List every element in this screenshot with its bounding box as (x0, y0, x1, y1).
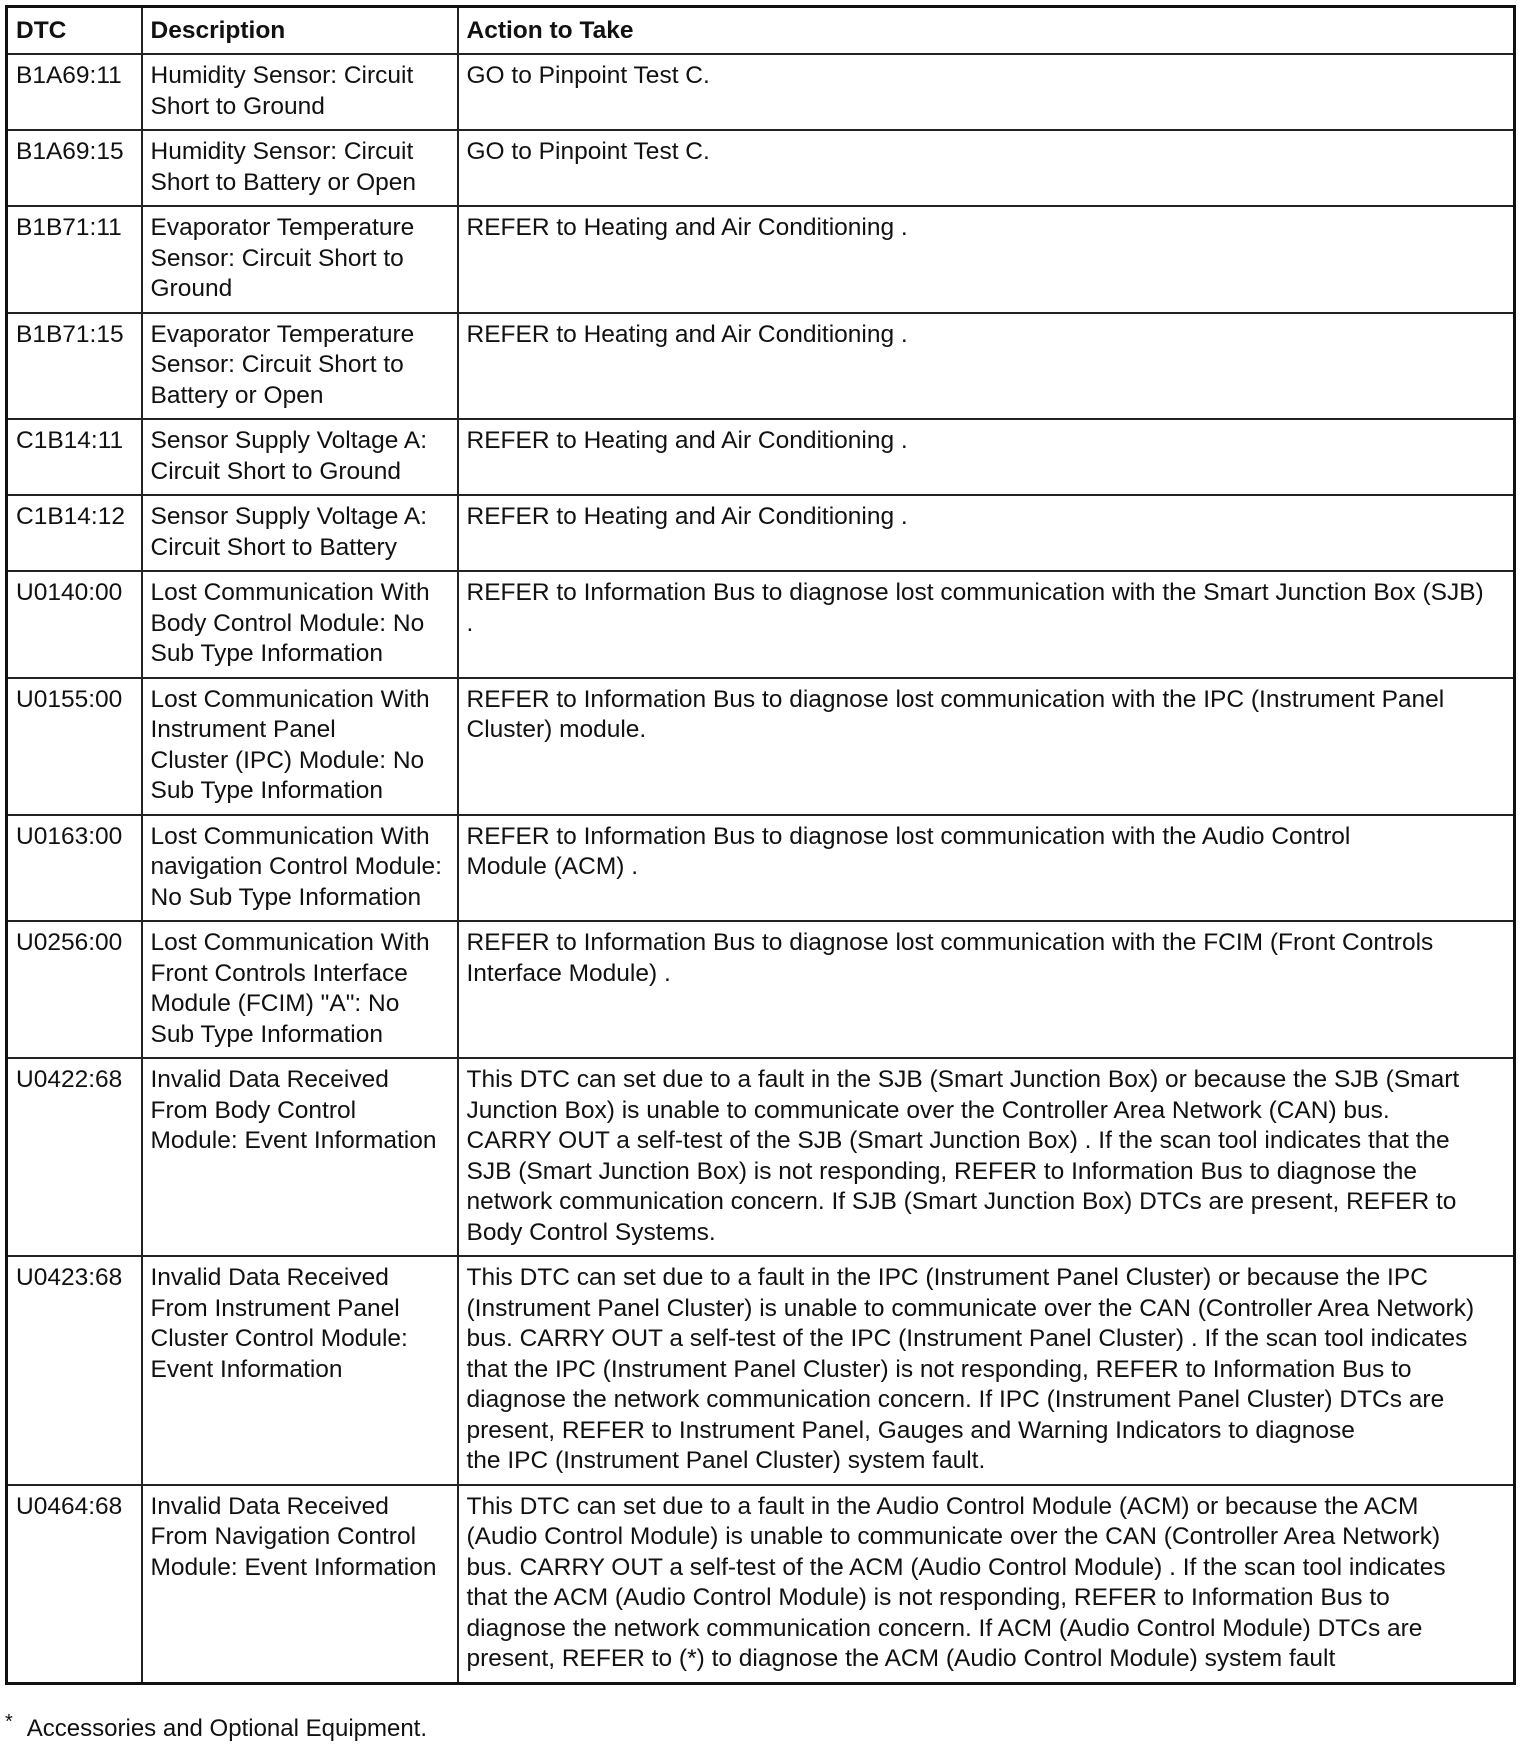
dtc-code-cell: B1B71:15 (7, 313, 142, 420)
header-row (7, 7, 1515, 55)
description-cell: Lost Communication With Body Control Module: No Sub Type Information (142, 571, 458, 678)
table-header (7, 7, 1515, 55)
dtc-code-cell: C1B14:11 (7, 419, 142, 495)
table-row (7, 815, 1515, 922)
description-cell: Sensor Supply Voltage A: Circuit Short to Ground (142, 419, 458, 495)
table-row (7, 313, 1515, 420)
action-cell: REFER to Heating and Air Conditioning . (458, 495, 1515, 571)
table-row (7, 1058, 1515, 1256)
table-row (7, 571, 1515, 678)
description-cell: Invalid Data Received From Instrument Panel Cluster Control Module: Event Information (142, 1256, 458, 1485)
dtc-table (5, 5, 1516, 1685)
description-cell: Evaporator Temperature Sensor: Circuit Short to Battery or Open (142, 313, 458, 420)
footnote-marker: * (5, 1711, 13, 1733)
header-dtc: DTC (7, 7, 142, 55)
dtc-code-cell: U0422:68 (7, 1058, 142, 1256)
dtc-code-cell: U0256:00 (7, 921, 142, 1058)
footnote-text: Accessories and Optional Equipment. (26, 1715, 428, 1742)
dtc-code-cell: U0140:00 (7, 571, 142, 678)
description-cell: Humidity Sensor: Circuit Short to Ground (142, 54, 458, 130)
dtc-code-cell: B1B71:11 (7, 206, 142, 313)
action-cell: REFER to Heating and Air Conditioning . (458, 313, 1515, 420)
description-cell: Invalid Data Received From Navigation Control Module: Event Information (142, 1485, 458, 1684)
action-cell: This DTC can set due to a fault in the Audio Control Module (ACM) or because the ACM (Audio Control Module) is unable to communicate over the CAN (Controller Area Network) bus. CARRY OUT a self-test of the ACM (Audio Control Module) . If the scan tool indicates that the ACM (Audio Control Module) is not responding, REFER to Information Bus to diagnose the network communication concern. If ACM (Audio Control Module) DTCs are present, REFER to (*) to diagnose the ACM (Audio Control Module) system fault (458, 1485, 1515, 1684)
table-body (7, 54, 1515, 1683)
description-cell: Lost Communication With Instrument Panel Cluster (IPC) Module: No Sub Type Information (142, 678, 458, 815)
table-row (7, 54, 1515, 130)
action-cell: REFER to Information Bus to diagnose lost communication with the IPC (Instrument Panel Cluster) module. (458, 678, 1515, 815)
dtc-code-cell: C1B14:12 (7, 495, 142, 571)
description-cell: Sensor Supply Voltage A: Circuit Short to Battery (142, 495, 458, 571)
action-cell: REFER to Heating and Air Conditioning . (458, 206, 1515, 313)
action-cell: REFER to Information Bus to diagnose lost communication with the Smart Junction Box (SJB) . (458, 571, 1515, 678)
description-cell: Lost Communication With navigation Control Module: No Sub Type Information (142, 815, 458, 922)
action-cell: GO to Pinpoint Test C. (458, 130, 1515, 206)
dtc-code-cell: U0155:00 (7, 678, 142, 815)
table-row (7, 1485, 1515, 1684)
dtc-code-cell: B1A69:11 (7, 54, 142, 130)
table-row (7, 419, 1515, 495)
table-row (7, 130, 1515, 206)
table-row (7, 206, 1515, 313)
action-cell: REFER to Heating and Air Conditioning . (458, 419, 1515, 495)
table-row (7, 921, 1515, 1058)
header-action: Action to Take (458, 7, 1515, 55)
dtc-code-cell: U0163:00 (7, 815, 142, 922)
description-cell: Lost Communication With Front Controls Interface Module (FCIM) "A": No Sub Type Information (142, 921, 458, 1058)
action-cell: REFER to Information Bus to diagnose lost communication with the FCIM (Front Controls Interface Module) . (458, 921, 1515, 1058)
dtc-code-cell: U0464:68 (7, 1485, 142, 1684)
action-cell: This DTC can set due to a fault in the IPC (Instrument Panel Cluster) or because the IPC (Instrument Panel Cluster) is unable to communicate over the CAN (Controller Area Network) bus. CARRY OUT a self-test of the IPC (Instrument Panel Cluster) . If the scan tool indicates that the IPC (Instrument Panel Cluster) is not responding, REFER to Information Bus to diagnose the network communication concern. If IPC (Instrument Panel Cluster) DTCs are present, REFER to Instrument Panel, Gauges and Warning Indicators to diagnose the IPC (Instrument Panel Cluster) system fault. (458, 1256, 1515, 1485)
description-cell: Humidity Sensor: Circuit Short to Battery or Open (142, 130, 458, 206)
table-row (7, 495, 1515, 571)
description-cell: Invalid Data Received From Body Control Module: Event Information (142, 1058, 458, 1256)
dtc-code-cell: B1A69:15 (7, 130, 142, 206)
dtc-code-cell: U0423:68 (7, 1256, 142, 1485)
table-row (7, 678, 1515, 815)
action-cell: This DTC can set due to a fault in the SJB (Smart Junction Box) or because the SJB (Smart Junction Box) is unable to communicate over the Controller Area Network (CAN) bus. CARRY OUT a self-test of the SJB (Smart Junction Box) . If the scan tool indicates that the SJB (Smart Junction Box) is not responding, REFER to Information Bus to diagnose the network communication concern. If SJB (Smart Junction Box) DTCs are present, REFER to Body Control Systems. (458, 1058, 1515, 1256)
action-cell: GO to Pinpoint Test C. (458, 54, 1515, 130)
table-row (7, 1256, 1515, 1485)
header-description: Description (142, 7, 458, 55)
description-cell: Evaporator Temperature Sensor: Circuit Short to Ground (142, 206, 458, 313)
action-cell: REFER to Information Bus to diagnose lost communication with the Audio Control Module (ACM) . (458, 815, 1515, 922)
footnote (5, 1711, 428, 1745)
